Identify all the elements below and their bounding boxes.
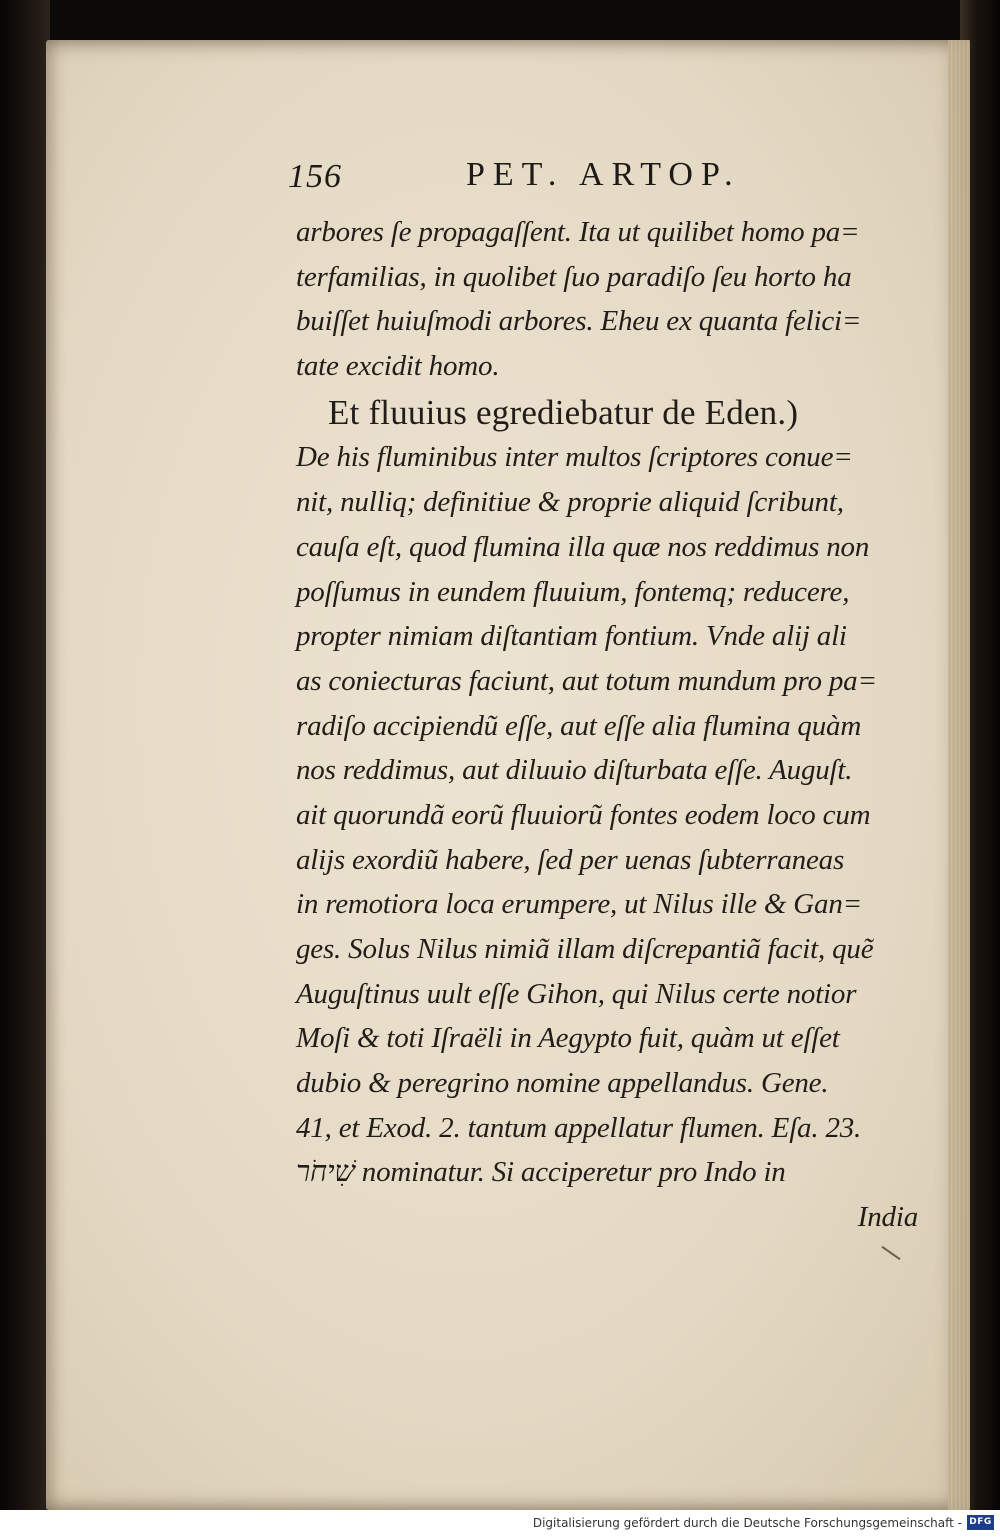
text-line: Moſi & toti Iſraëli in Aegypto fuit, quàm ut eſſet: [296, 1022, 840, 1055]
digitization-footer: [0, 1510, 1000, 1537]
text-line: 41, et Exod. 2. tantum appellatur flumen. Eſa. 23.: [296, 1111, 862, 1144]
dfg-logo: DFG: [967, 1515, 994, 1530]
text-line: buiſſet huiuſmodi arbores. Eheu ex quanta felici=: [296, 305, 862, 338]
digitization-credit: Digitalisierung gefördert durch die Deutsche Forschungsgemeinschaft -: [532, 1516, 962, 1530]
running-head: PET. ARTOP.: [466, 156, 741, 193]
text-line: שִׁיחֹר nominatur. Si acciperetur pro Indo in: [296, 1156, 786, 1189]
page-number: 156: [288, 158, 342, 195]
text-line: cauſa eſt, quod flumina illa quæ nos reddimus non: [296, 530, 870, 563]
text-line: poſſumus in eundem fluuium, fontemq; reducere,: [296, 575, 850, 608]
page-edge-stack: [948, 40, 970, 1510]
text-line: De his fluminibus inter multos ſcriptores conue=: [296, 441, 853, 474]
text-line: terfamilias, in quolibet ſuo paradiſo ſeu horto ha: [296, 260, 852, 293]
section-heading: Et fluuius egrediebatur de Eden.): [328, 392, 799, 432]
text-line: in remotiora loca erumpere, ut Nilus ille & Gan=: [296, 888, 863, 921]
text-line: ait quorundã eorũ fluuiorũ fontes eodem loco cum: [296, 798, 871, 831]
page-header: [258, 158, 818, 198]
text-line: tate excidit homo.: [296, 350, 500, 383]
catchword: India: [857, 1201, 918, 1234]
text-line: radiſo accipiendũ eſſe, aut eſſe alia flumina quàm: [296, 709, 862, 742]
text-line: as coniecturas faciunt, aut totum mundum pro pa=: [296, 664, 877, 697]
text-line: nit, nulliq; definitiue & proprie aliquid ſcribunt,: [296, 486, 844, 519]
left-binding-shadow: [0, 0, 50, 1510]
body-text: [296, 210, 936, 1240]
text-line: ges. Solus Nilus nimiã illam diſcrepantiã facit, quẽ: [296, 933, 874, 965]
text-line: nos reddimus, aut diluuio diſturbata eſſe. Auguſt.: [296, 754, 853, 787]
text-line: arbores ſe propagaſſent. Ita ut quilibet homo pa=: [296, 216, 860, 248]
text-line: dubio & peregrino nomine appellandus. Gene.: [296, 1067, 829, 1100]
text-line: alijs exordiũ habere, ſed per uenas ſubterraneas: [296, 843, 845, 876]
text-line: Auguſtinus uult eſſe Gihon, qui Nilus certe notior: [296, 977, 857, 1010]
text-line: propter nimiam diſtantiam fontium. Vnde alij ali: [296, 620, 847, 653]
